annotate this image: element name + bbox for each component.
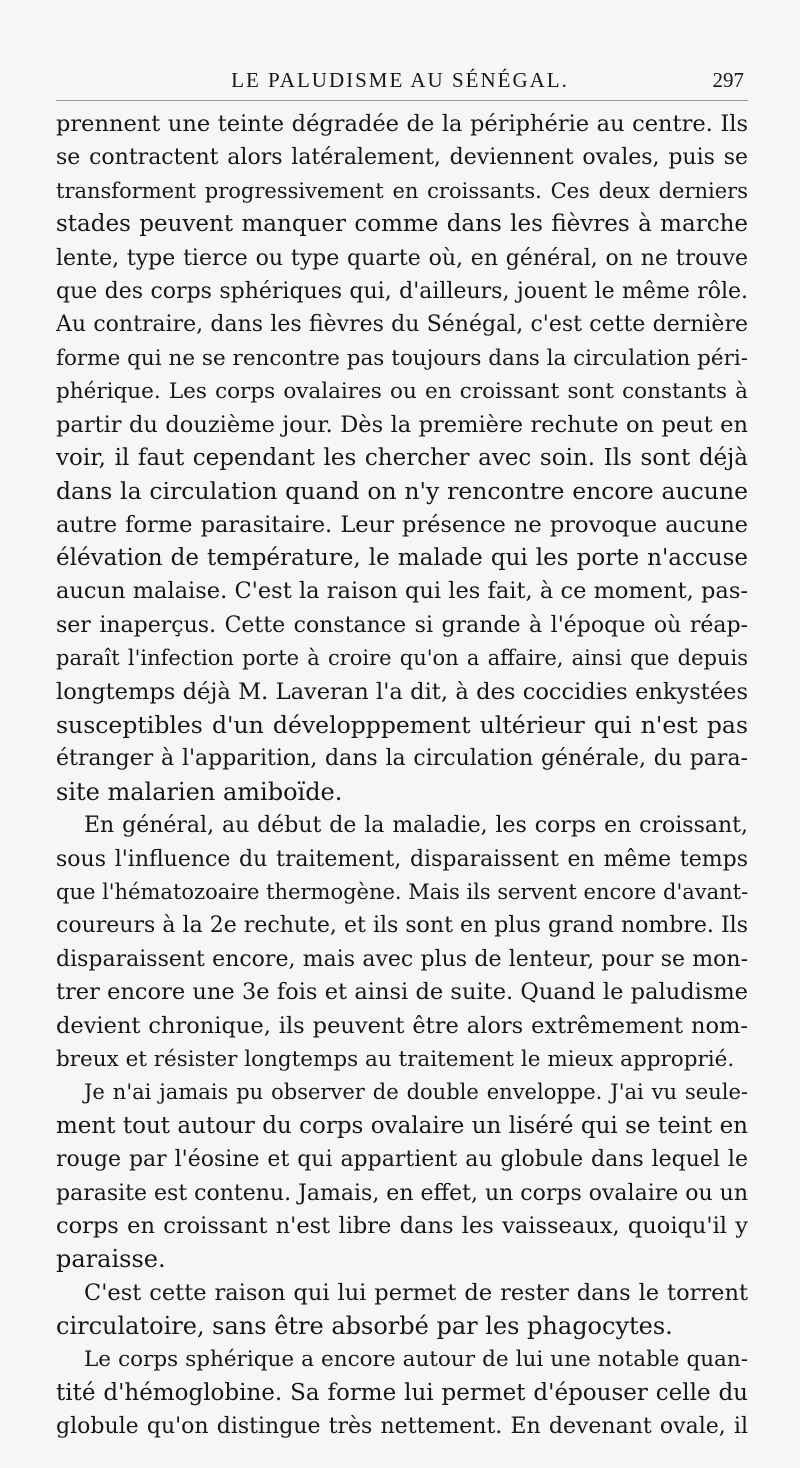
text-line: dans la circulation quand on n'y rencontre encore aucune [56,477,748,506]
text-line: site malarien amiboïde. [56,777,343,806]
text-line: Le corps sphérique a encore autour de lui une notable quan- [84,1347,748,1373]
text-line: devient chronique, ils peuvent être alors extrêmement nom- [56,1012,748,1039]
text-line: tité d'hémoglobine. Sa forme lui permet d'épouser celle du [56,1379,748,1406]
text-line: Je n'ai jamais pu observer de double enveloppe. J'ai vu seule- [84,1080,748,1105]
text-line: breux et résister longtemps au traitement le mieux approprié. [56,1046,735,1072]
text-line: transforment progressivement en croissants. Ces deux derniers [56,178,748,203]
text-line: élévation de température, le malade qui les porte n'accuse [56,545,748,572]
text-line: En général, au début de la maladie, les corps en croissant, [84,813,748,839]
text-line: lente, type tierce ou type quarte où, en général, on ne trouve [56,245,748,271]
running-title: LE PALUDISME AU SÉNÉGAL. [231,68,569,92]
text-line: circulatoire, sans être absorbé par les phagocytes. [56,1312,673,1341]
text-line: rouge par l'éosine et qui appartient au globule dans lequel le [56,1147,748,1173]
text-line: sous l'influence du traitement, disparaissent en même temps [56,846,748,872]
running-head [56,68,744,102]
text-line: stades peuvent manquer comme dans les fièvres à marche [56,211,748,238]
text-line: étranger à l'apparition, dans la circulation générale, du para- [56,746,748,772]
text-line: aucun malaise. C'est la raison qui les fait, à ce moment, pas- [56,578,748,605]
text-line: phérique. Les corps ovalaires ou en croissant sont constants à [56,379,748,405]
text-line: ment tout autour du corps ovalaire un liséré qui se teint en [56,1112,748,1139]
text-line: partir du douzième jour. Dès la première rechute on peut en [56,411,748,438]
text-line: coureurs à la 2e rechute, et ils sont en plus grand nombre. Ils [56,913,748,939]
header-rule [56,100,748,101]
text-line: trer encore une 3e fois et ainsi de suite. Quand le paludisme [56,979,748,1006]
text-line: Au contraire, dans les fièvres du Sénégal, c'est cette dernière [56,312,748,338]
text-line: parasite est contenu. Jamais, en effet, un corps ovalaire ou un [56,1180,748,1206]
text-line: ser inaperçus. Cette constance si grande à l'époque où réap- [56,612,748,638]
text-line: prennent une teinte dégradée de la périphérie au centre. Ils [56,111,748,137]
text-line: paraît l'infection porte à croire qu'on a affaire, ainsi que depuis [56,646,748,671]
text-line: autre forme parasitaire. Leur présence ne provoque aucune [56,511,748,538]
body-text [56,108,748,1444]
text-line: se contractent alors latéralement, deviennent ovales, puis se [56,145,748,171]
text-line: globule qu'on distingue très nettement. En devenant ovale, il [56,1414,748,1440]
page-number: 297 [712,68,744,92]
text-line: que des corps sphériques qui, d'ailleurs, jouent le même rôle. [56,278,748,304]
text-line: corps en croissant n'est libre dans les vaisseaux, quoiqu'il y [56,1212,748,1239]
text-line: disparaissent encore, mais avec plus de lenteur, pour se mon- [56,946,748,972]
text-line: forme qui ne se rencontre pas toujours dans la circulation péri- [56,345,748,371]
text-line: que l'hématozoaire thermogène. Mais ils servent encore d'avant- [56,879,748,904]
text-line: longtemps déjà M. Laveran l'a dit, à des coccidies enkystées [56,678,748,705]
text-line: susceptibles d'un développpement ultérieur qui n'est pas [56,711,748,740]
text-line: C'est cette raison qui lui permet de rester dans le torrent [84,1279,748,1306]
text-line: paraisse. [56,1245,166,1274]
text-line: voir, il faut cependant les chercher avec soin. Ils sont déjà [56,444,748,471]
